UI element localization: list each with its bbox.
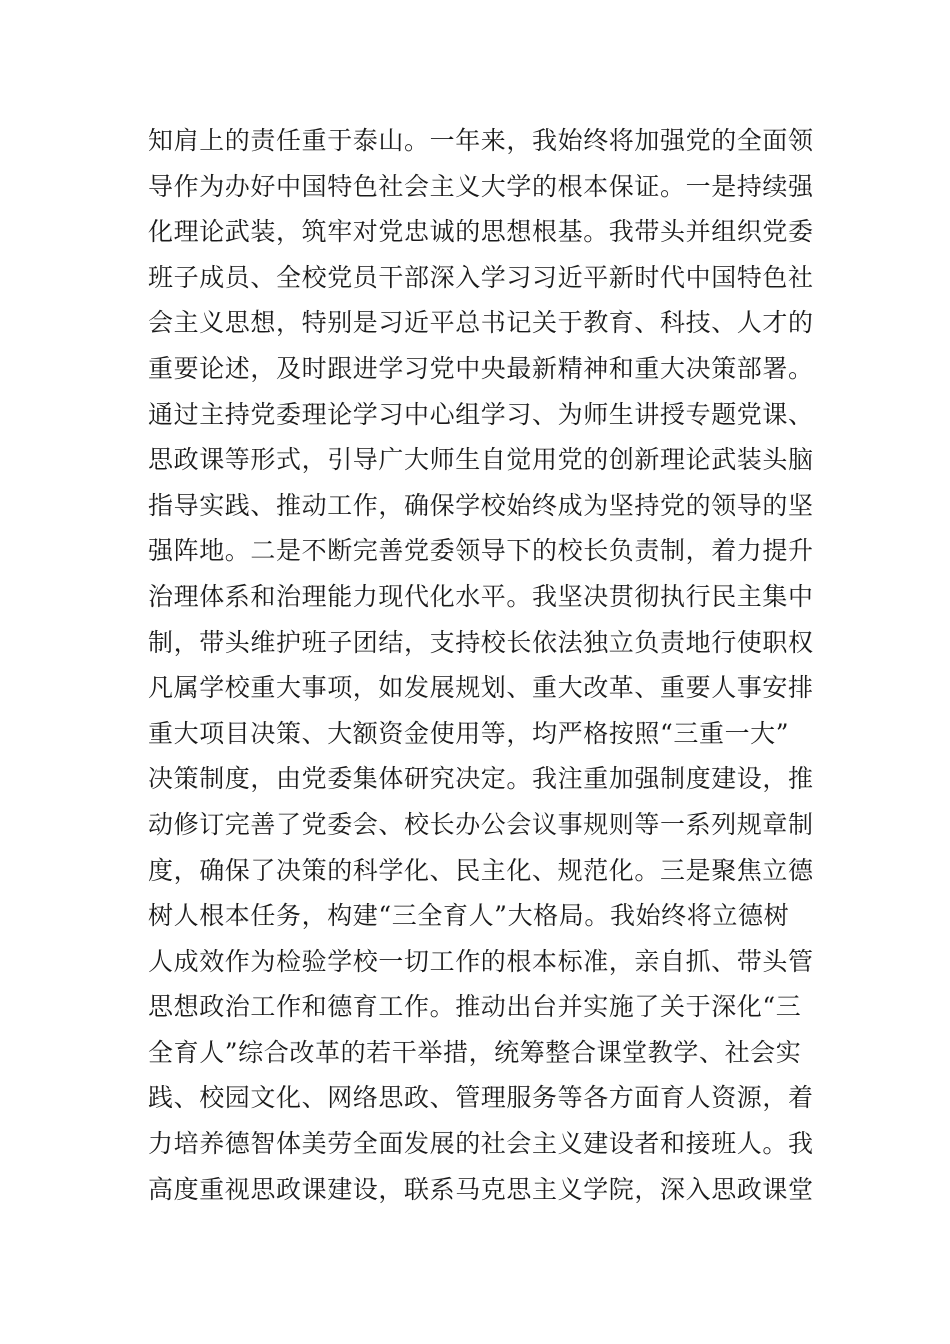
text-line: 重要论述，及时跟进学习党中央最新精神和重大决策部署。 xyxy=(148,353,814,383)
body-text xyxy=(148,118,814,1212)
text-line: 思政课等形式，引导广大师生自觉用党的创新理论武装头脑 xyxy=(148,445,814,475)
text-line: 人成效作为检验学校一切工作的根本标准，亲自抓、带头管 xyxy=(148,946,814,976)
text-line: 化理论武装，筑牢对党忠诚的思想根基。我带头并组织党委 xyxy=(148,217,814,247)
text-line: 思想政治工作和德育工作。推动出台并实施了关于深化“三 xyxy=(148,992,802,1022)
text-line: 度，确保了决策的科学化、民主化、规范化。三是聚焦立德 xyxy=(148,855,814,885)
text-line: 导作为办好中国特色社会主义大学的根本保证。一是持续强 xyxy=(148,171,814,201)
text-line: 高度重视思政课建设，联系马克思主义学院，深入思政课堂 xyxy=(148,1174,814,1204)
text-line: 制，带头维护班子团结，支持校长依法独立负责地行使职权 xyxy=(148,627,814,657)
text-line: 班子成员、全校党员干部深入学习习近平新时代中国特色社 xyxy=(148,262,814,292)
text-line: 全育人”综合改革的若干举措，统筹整合课堂教学、社会实 xyxy=(148,1037,802,1067)
text-line: 指导实践、推动工作，确保学校始终成为坚持党的领导的坚 xyxy=(148,490,814,520)
text-line: 凡属学校重大事项，如发展规划、重大改革、重要人事安排 xyxy=(148,673,814,703)
text-line: 会主义思想，特别是习近平总书记关于教育、科技、人才的 xyxy=(148,308,814,338)
text-line: 知肩上的责任重于泰山。一年来，我始终将加强党的全面领 xyxy=(148,126,814,155)
text-line: 强阵地。二是不断完善党委领导下的校长负责制，着力提升 xyxy=(148,536,814,566)
text-line: 力培养德智体美劳全面发展的社会主义建设者和接班人。我 xyxy=(148,1129,814,1159)
text-line: 通过主持党委理论学习中心组学习、为师生讲授专题党课、 xyxy=(148,399,814,429)
text-line: 重大项目决策、大额资金使用等，均严格按照“三重一大” xyxy=(148,718,790,748)
text-line: 树人根本任务，构建“三全育人”大格局。我始终将立德树 xyxy=(148,901,790,931)
text-line: 决策制度，由党委集体研究决定。我注重加强制度建设，推 xyxy=(148,764,814,794)
text-line: 动修订完善了党委会、校长办公会议事规则等一系列规章制 xyxy=(148,809,814,839)
text-line: 治理体系和治理能力现代化水平。我坚决贯彻执行民主集中 xyxy=(148,581,814,611)
text-line: 践、校园文化、网络思政、管理服务等各方面育人资源，着 xyxy=(148,1083,814,1113)
